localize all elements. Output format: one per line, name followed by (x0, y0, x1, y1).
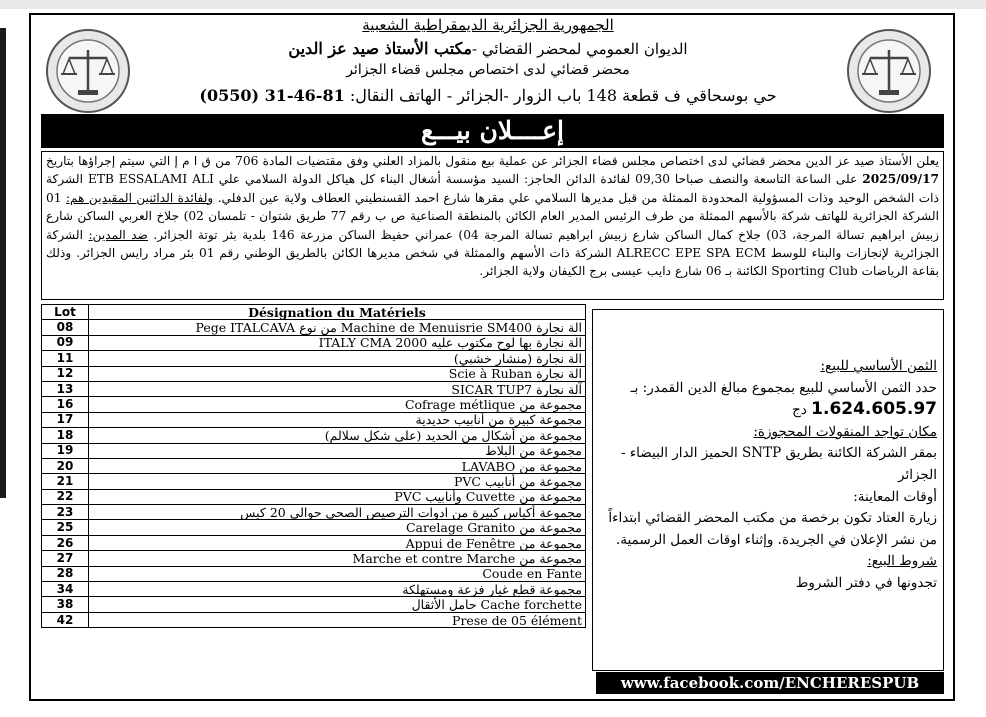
lot-designation: مجموعة قطع غيار فزعة ومستهلكة (89, 582, 586, 597)
header-bailiff-name: مكتب الأستاذ صيد عز الدين (288, 39, 472, 58)
lot-number: 09 (42, 335, 89, 350)
lot-designation: Coude en Fante (89, 566, 586, 581)
table-row (42, 335, 586, 350)
body-creditor: على الساعة التاسعة والنصف صباحا 09,30 لفائدة الدائن الحاجز: السيد مؤسسة أشغال البناء كل هياكل الدولة السلامي علي ETB ESSALAMI ALI الشركة ذات الشخص الوحيد وذات المسؤولية المحدودة الممثلة من قبل مديرها السلامي علي مقرها شارع احمد القسنطيني العطاف ولاية عين الدفلي. (46, 172, 939, 205)
lot-designation: مجموعة من Marche et contre Marche (89, 551, 586, 566)
terms-heading: شروط البيع: (867, 553, 937, 570)
table-row (42, 582, 586, 597)
location-heading: مكان تواجد المنقولات المحجوزة: (753, 423, 937, 440)
table-row (42, 366, 586, 381)
col-lot-header: Lot (42, 305, 89, 320)
lot-number: 23 (42, 505, 89, 520)
sale-info-panel (592, 309, 944, 671)
lot-number: 19 (42, 443, 89, 458)
table-row (42, 612, 586, 627)
sale-date: 2025/09/17 (862, 172, 940, 187)
lot-designation: مجموعة من LAVABO (89, 458, 586, 473)
lot-designation: Cache forchette حامل الأثقال (89, 597, 586, 612)
top-strip (0, 0, 986, 9)
page-edge-bar (0, 28, 6, 498)
lot-designation: مجموعة من Cuvette وأنابيب PVC (89, 489, 586, 504)
body-creditors-list: 01 الشركة الجزائرية للهاتف شركة بالأسهم الممثلة من طرف الرئيس المدير العام الكائن بالمنطقة الصناعية ص ب رقم 77 طريق شتوان - تلمسان 02) جلاخ العربي الساكن شارع زبيش ابراهيم تسالة المرجة، 03) جلاخ كمال الساكن شارع زبيش ابراهيم تسالة المرجة 04) عمراني حفيظ الساكن مزرعة 146 بلدية بئر توتة الجزائر. (46, 190, 940, 242)
table-row (42, 535, 586, 550)
lot-number: 13 (42, 381, 89, 396)
lot-designation: آلة نجارة SICAR TUP7 (89, 381, 586, 396)
table-row (42, 458, 586, 473)
lot-number: 26 (42, 535, 89, 550)
terms-text: تجدونها في دفتر الشروط (795, 574, 937, 591)
justice-seal-icon (846, 28, 932, 114)
table-header-row (42, 305, 586, 320)
lot-number: 38 (42, 597, 89, 612)
table-row (42, 489, 586, 504)
lot-number: 28 (42, 566, 89, 581)
lot-designation: الة نجارة Scie à Ruban (89, 366, 586, 381)
price-text: حدد الثمن الأساسي للبيع بمجموع مبالغ الدين القمدر: بـ (630, 379, 937, 396)
visit-heading: أوقات المعاينة: (853, 488, 937, 505)
lot-number: 42 (42, 612, 89, 627)
location-text: بمقر الشركة الكائنة بطريق SNTP الحميز الدار البيضاء - الجزائر (620, 445, 937, 483)
lot-number: 25 (42, 520, 89, 535)
table-row (42, 566, 586, 581)
header-office-prefix: الديوان العمومي لمحضر القضائي - (471, 40, 688, 58)
lot-designation: مجموعة من Carelage Granito (89, 520, 586, 535)
lot-number: 12 (42, 366, 89, 381)
debtor-label: ضد المدين: (88, 227, 148, 242)
lots-table (41, 304, 586, 628)
lot-number: 27 (42, 551, 89, 566)
col-designation-header: Désignation du Matériels (89, 305, 586, 320)
lot-designation: مجموعة أكياس كبيرة من ادوات الترصيص الصحي حوالي 20 كيس (89, 505, 586, 520)
lot-designation: مجموعة من البلاط (89, 443, 586, 458)
announcement-body (41, 151, 944, 300)
announcement-title: إعــــلان بيـــع (41, 114, 944, 148)
table-row (42, 474, 586, 489)
price-currency: دج (792, 402, 807, 419)
lot-designation: الة نجارة بها لوح مكتوب عليه ITALY CMA 2000 (89, 335, 586, 350)
lot-designation: مجموعة كبيرة من أنابيب حديدية (89, 412, 586, 427)
table-row (42, 320, 586, 335)
table-row (42, 443, 586, 458)
price-heading: الثمن الأساسي للبيع: (820, 358, 937, 374)
header-republic-name: الجمهورية الجزائرية الديمقراطية الشعبية (362, 16, 614, 34)
table-row (42, 351, 586, 366)
creditors-label: ولفائدة الدائنين المقيدين هم: (65, 190, 214, 205)
lot-number: 34 (42, 582, 89, 597)
header-jurisdiction: محضر قضائي لدى اختصاص مجلس قضاء الجزائر (346, 62, 630, 78)
base-price-value: 1.624.605.97 (811, 399, 937, 420)
lot-designation: مجموعة من Cofrage métlique (89, 397, 586, 412)
header-address (140, 86, 836, 105)
lot-designation: مجموعة من أنابيب PVC (89, 474, 586, 489)
lot-designation: مجموعة من أشكال من الحديد (على شكل سلالم) (89, 428, 586, 443)
table-row (42, 551, 586, 566)
header-office-name (140, 39, 836, 58)
table-row (42, 381, 586, 396)
lot-designation: مجموعة من Appui de Fenêtre (89, 535, 586, 550)
price-block (599, 378, 937, 422)
table-row (42, 428, 586, 443)
lot-number: 17 (42, 412, 89, 427)
table-row (42, 397, 586, 412)
lot-number: 22 (42, 489, 89, 504)
lot-designation: الة نجارة Machine de Menuisrie SM400 من نوع Pege ITALCAVA (89, 320, 586, 335)
header-address-text: حي بوسحاقي ف قطعة 148 باب الزوار -الجزائر - الهاتف النقال: (349, 86, 777, 105)
body-debtor: الشركة الجزائرية لإنجازات والبناء للوسط ALRECC EPE SPA ECM الشركة ذات الأسهم والممثلة في شخص مديرها الكائن بالطريق الوطني رقم 01 بئر مراد رايس الجزائر. وذلك بقاعة الرياضات Sporting Club الكائنة بـ 06 شارع دايب عيسى برج الكيفان ولاية الجزائر. (46, 227, 939, 279)
table-row (42, 412, 586, 427)
lot-number: 11 (42, 351, 89, 366)
lot-number: 20 (42, 458, 89, 473)
lot-designation: الة نجارة (منشار خشبي) (89, 351, 586, 366)
lot-designation: Prese de 05 élément (89, 612, 586, 627)
header-phone: (0550) 31-46-81 (199, 86, 345, 105)
justice-seal-icon (45, 28, 131, 114)
lot-number: 08 (42, 320, 89, 335)
body-intro: يعلن الأستاذ صيد عز الدين محضر قضائي لدى اختصاص مجلس قضاء الجزائر عن عملية بيع منقول بالمزاد العلني وفق مقتضيات المادة 706 من ق ا م إ التي سيتم إجراؤها بتاريخ (46, 154, 939, 168)
table-row (42, 520, 586, 535)
table-row (42, 505, 586, 520)
table-row (42, 597, 586, 612)
lot-number: 16 (42, 397, 89, 412)
facebook-link[interactable]: www.facebook.com/ENCHERESPUB (596, 672, 944, 694)
lot-number: 18 (42, 428, 89, 443)
lot-number: 21 (42, 474, 89, 489)
visit-text: زيارة العتاد تكون برخصة من مكتب المحضر القضائي ابتداءاً من نشر الإعلان في الجريدة. وإثناء اوقات العمل الرسمية. (608, 510, 937, 548)
